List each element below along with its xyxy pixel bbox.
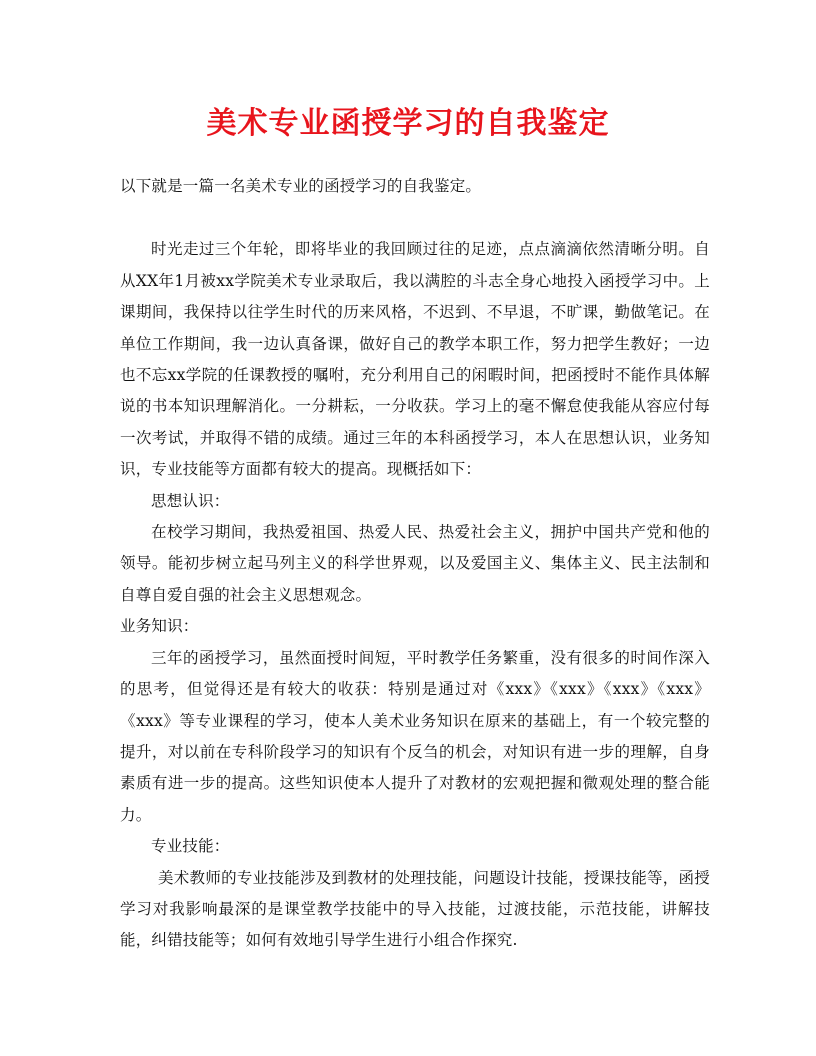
paragraph-thought: 在校学习期间，我热爱祖国、热爱人民、热爱社会主义，拥护中国共产党和他的领导。能初步树立起马列主义的科学世界观，以及爱国主义、集体主义、民主法制和自尊自爱自强的社会主义思想观念。 [120,523,710,604]
paragraph-business: 三年的函授学习，虽然面授时间短，平时教学任务繁重，没有很多的时间作深入的思考，但觉得还是有较大的收获：特别是通过对《xxx》《xxx》《xxx》《xxx》《xxx》等专业课程的学习，使本人美术业务知识在原来的基础上，有一个较完整的提升，对以前在专科阶段学习的知识有个反刍的机会，对知识有进一步的理解，自身素质有进一步的提高。这些知识使本人提升了对教材的宏观把握和微观处理的整合能力。 [120,648,710,824]
intro-paragraph: 以下就是一篇一名美术专业的函授学习的自我鉴定。 [120,177,482,195]
heading-business: 业务知识： [120,617,199,636]
document-title: 美术专业函授学习的自我鉴定 [206,106,610,141]
paragraph-skills: 美术教师的专业技能涉及到教材的处理技能，问题设计技能，授课技能等，函授学习对我影响最深的是课堂教学技能中的导入技能，过渡技能，示范技能，讲解技能，纠错技能等；如何有效地引导学生进行小组合作探究. [120,868,710,950]
heading-skills: 专业技能： [151,837,230,856]
document-body [120,171,710,957]
heading-thought: 思想认识： [151,491,230,510]
paragraph-overview: 时光走过三个年轮，即将毕业的我回顾过往的足迹，点点滴滴依然清晰分明。自从XX年1月被xx学院美术专业录取后，我以满腔的斗志全身心地投入函授学习中。上课期间，我保持以往学生时代的历来风格，不迟到、不早退，不旷课，勤做笔记。在单位工作期间，我一边认真备课，做好自己的教学本职工作，努力把学生教好；一边也不忘xx学院的任课教授的嘱咐，充分利用自己的闲暇时间，把函授时不能作具体解说的书本知识理解消化。一分耕耘，一分收获。学习上的毫不懈怠使我能从容应付每一次考试，并取得不错的成绩。通过三年的本科函授学习，本人在思想认识，业务知识，专业技能等方面都有较大的提高。现概括如下： [120,240,710,479]
